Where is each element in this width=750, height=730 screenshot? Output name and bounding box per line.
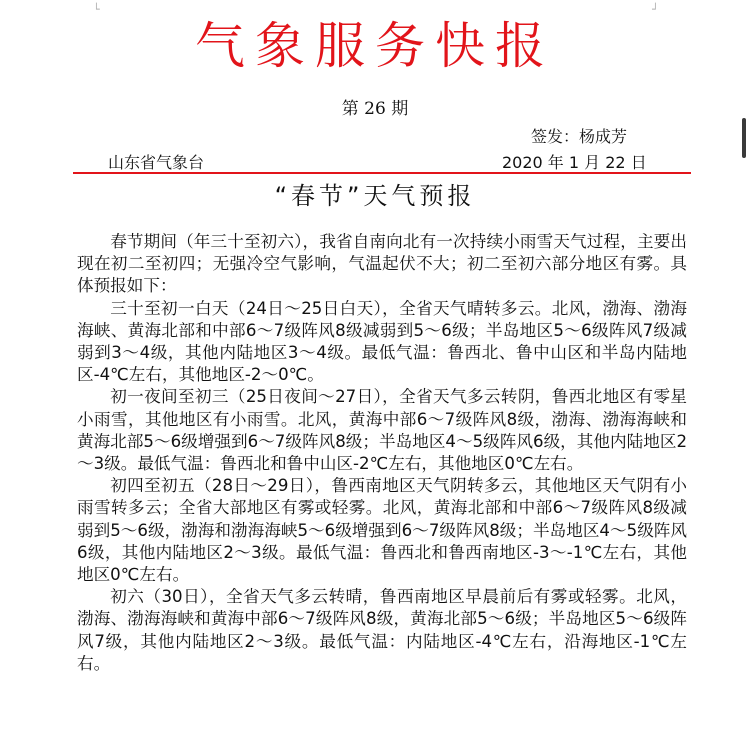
paragraph-intro: 春节期间（年三十至初六），我省自南向北有一次持续小雨雪天气过程，主要出现在初二至初四；无强冷空气影响，气温起伏不大；初二至初六部分地区有雾。具体预报如下： <box>77 232 687 296</box>
crop-mark-top-right: ┘ <box>652 3 659 16</box>
issue-number: 第 26 期 <box>341 99 409 119</box>
bulletin-title: 气象服务快报 <box>195 17 555 75</box>
forecast-title: “春节”天气预报 <box>274 182 476 210</box>
paragraph-period-1: 三十至初一白天（24日～25日白天），全省天气晴转多云。北风，渤海、渤海海峡、黄海北部和中部6～7级阵风8级减弱到5～6级；半岛地区5～6级阵风7级减弱到3～4级，其他内陆地区3～4级。最低气温：鲁西北、鲁中山区和半岛内陆地区-4℃左右，其他地区-2～0℃。 <box>77 298 687 385</box>
organization-name: 山东省气象台 <box>108 153 205 172</box>
document-body <box>77 231 687 675</box>
crop-mark-top-left: └ <box>93 3 100 16</box>
paragraph-period-4: 初六（30日），全省天气多云转晴，鲁西南地区早晨前后有雾或轻雾。北风，渤海、渤海海峡和黄海中部6～7级阵风8级，黄海北部5～6级；半岛地区5～6级阵风7级，其他内陆地区2～3级。最低气温：内陆地区-4℃左右，沿海地区-1℃左右。 <box>77 587 687 673</box>
paragraph-period-2: 初一夜间至初三（25日夜间～27日），全省天气多云转阴，鲁西北地区有零星小雨雪，其他地区有小雨雪。北风，黄海中部6～7级阵风8级，渤海、渤海海峡和黄海北部5～6级增强到6～7级阵风8级；半岛地区4～5级阵风6级，其他内陆地区2～3级。最低气温：鲁西北和鲁中山区-2℃左右，其他地区0℃左右。 <box>77 387 687 474</box>
scroll-indicator[interactable] <box>742 118 746 158</box>
issue-date: 2020 年 1 月 22 日 <box>502 153 647 172</box>
header-divider <box>73 172 691 174</box>
signature: 签发：杨成芳 <box>531 127 628 146</box>
paragraph-period-3: 初四至初五（28日～29日），鲁西南地区天气阴转多云，其他地区天气阴有小雨雪转多云；全省大部地区有雾或轻雾。北风，黄海北部和中部6～7级阵风8级减弱到5～6级，渤海和渤海海峡5～6级增强到6～7级阵风8级；半岛地区4～5级阵风6级，其他内陆地区2～3级。最低气温：鲁西北和鲁西南地区-3～-1℃左右，其他地区0℃左右。 <box>77 476 687 585</box>
